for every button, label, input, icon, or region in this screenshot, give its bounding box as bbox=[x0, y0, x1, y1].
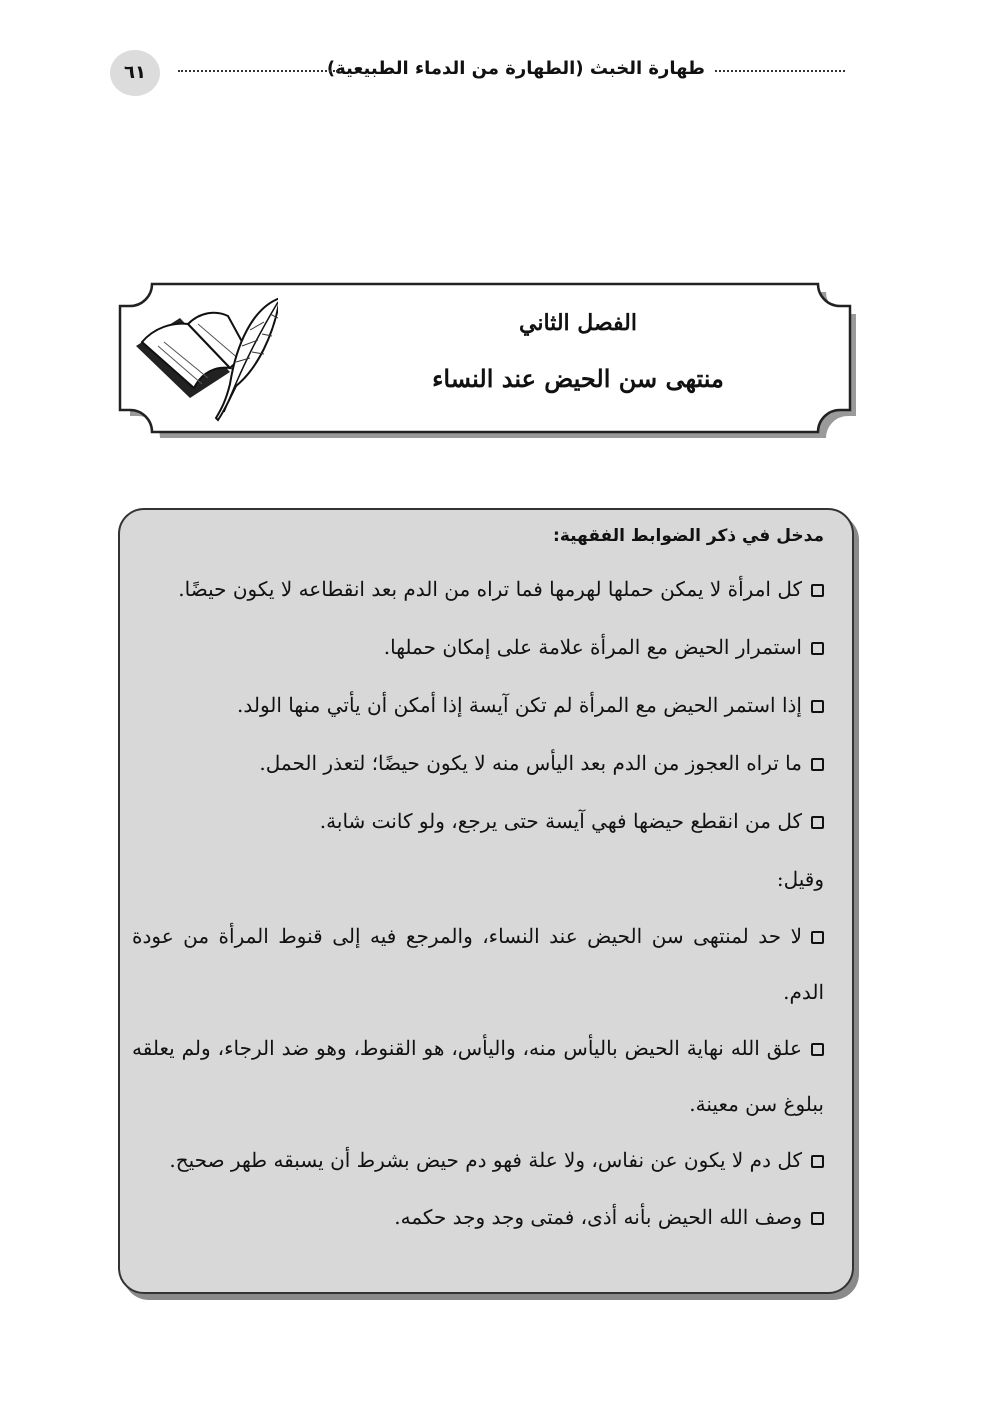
page-number: ٦١ bbox=[110, 50, 160, 96]
header-leader-dots-right bbox=[715, 70, 845, 72]
rule-item: لا حد لمنتهى سن الحيض عند النساء، والمرجع فيه إلى قنوط المرأة من عودة الدم. bbox=[132, 924, 824, 1004]
checkbox-icon bbox=[811, 584, 824, 597]
rule-item: كل امرأة لا يمكن حملها لهرمها فما تراه من الدم بعد انقطاعه لا يكون حيضًا. bbox=[132, 560, 824, 618]
checkbox-icon bbox=[811, 1212, 824, 1225]
checkbox-icon bbox=[811, 642, 824, 655]
rule-item: علق الله نهاية الحيض باليأس منه، واليأس، هو القنوط، وهو ضد الرجاء، ولم يعلقه ببلوغ سن معينة. bbox=[132, 1036, 824, 1116]
rule-item: كل دم لا يكون عن نفاس، ولا علة فهو دم حيض بشرط أن يسبقه طهر صحيح. bbox=[132, 1132, 824, 1188]
rule-item: استمرار الحيض مع المرأة علامة على إمكان حملها. bbox=[132, 618, 824, 676]
rule-item: ما تراه العجوز من الدم بعد اليأس منه لا يكون حيضًا؛ لتعذر الحمل. bbox=[132, 734, 824, 792]
rules-box-heading: مدخل في ذكر الضوابط الفقهية: bbox=[553, 526, 824, 546]
chapter-label: الفصل الثاني bbox=[519, 310, 637, 336]
chapter-banner bbox=[118, 282, 856, 438]
header-title: طهارة الخبث (الطهارة من الدماء الطبيعية) bbox=[326, 58, 705, 79]
checkbox-icon bbox=[811, 1043, 824, 1056]
checkbox-icon bbox=[811, 816, 824, 829]
section-label: وقيل: bbox=[776, 867, 824, 891]
header-leader-dots-left bbox=[178, 70, 338, 72]
checkbox-icon bbox=[811, 700, 824, 713]
running-header bbox=[110, 50, 845, 96]
rule-item: إذا استمر الحيض مع المرأة لم تكن آيسة إذا أمكن أن يأتي منها الولد. bbox=[132, 676, 824, 734]
chapter-title: منتهى سن الحيض عند النساء bbox=[432, 364, 724, 393]
checkbox-icon bbox=[811, 1155, 824, 1168]
book-quill-icon bbox=[132, 288, 278, 424]
checkbox-icon bbox=[811, 931, 824, 944]
rules-box bbox=[118, 508, 854, 1294]
rule-item: وصف الله الحيض بأنه أذى، فمتى وجد وجد حكمه. bbox=[132, 1188, 824, 1246]
rule-item: كل من انقطع حيضها فهي آيسة حتى يرجع، ولو كانت شابة. bbox=[132, 792, 824, 850]
checkbox-icon bbox=[811, 758, 824, 771]
